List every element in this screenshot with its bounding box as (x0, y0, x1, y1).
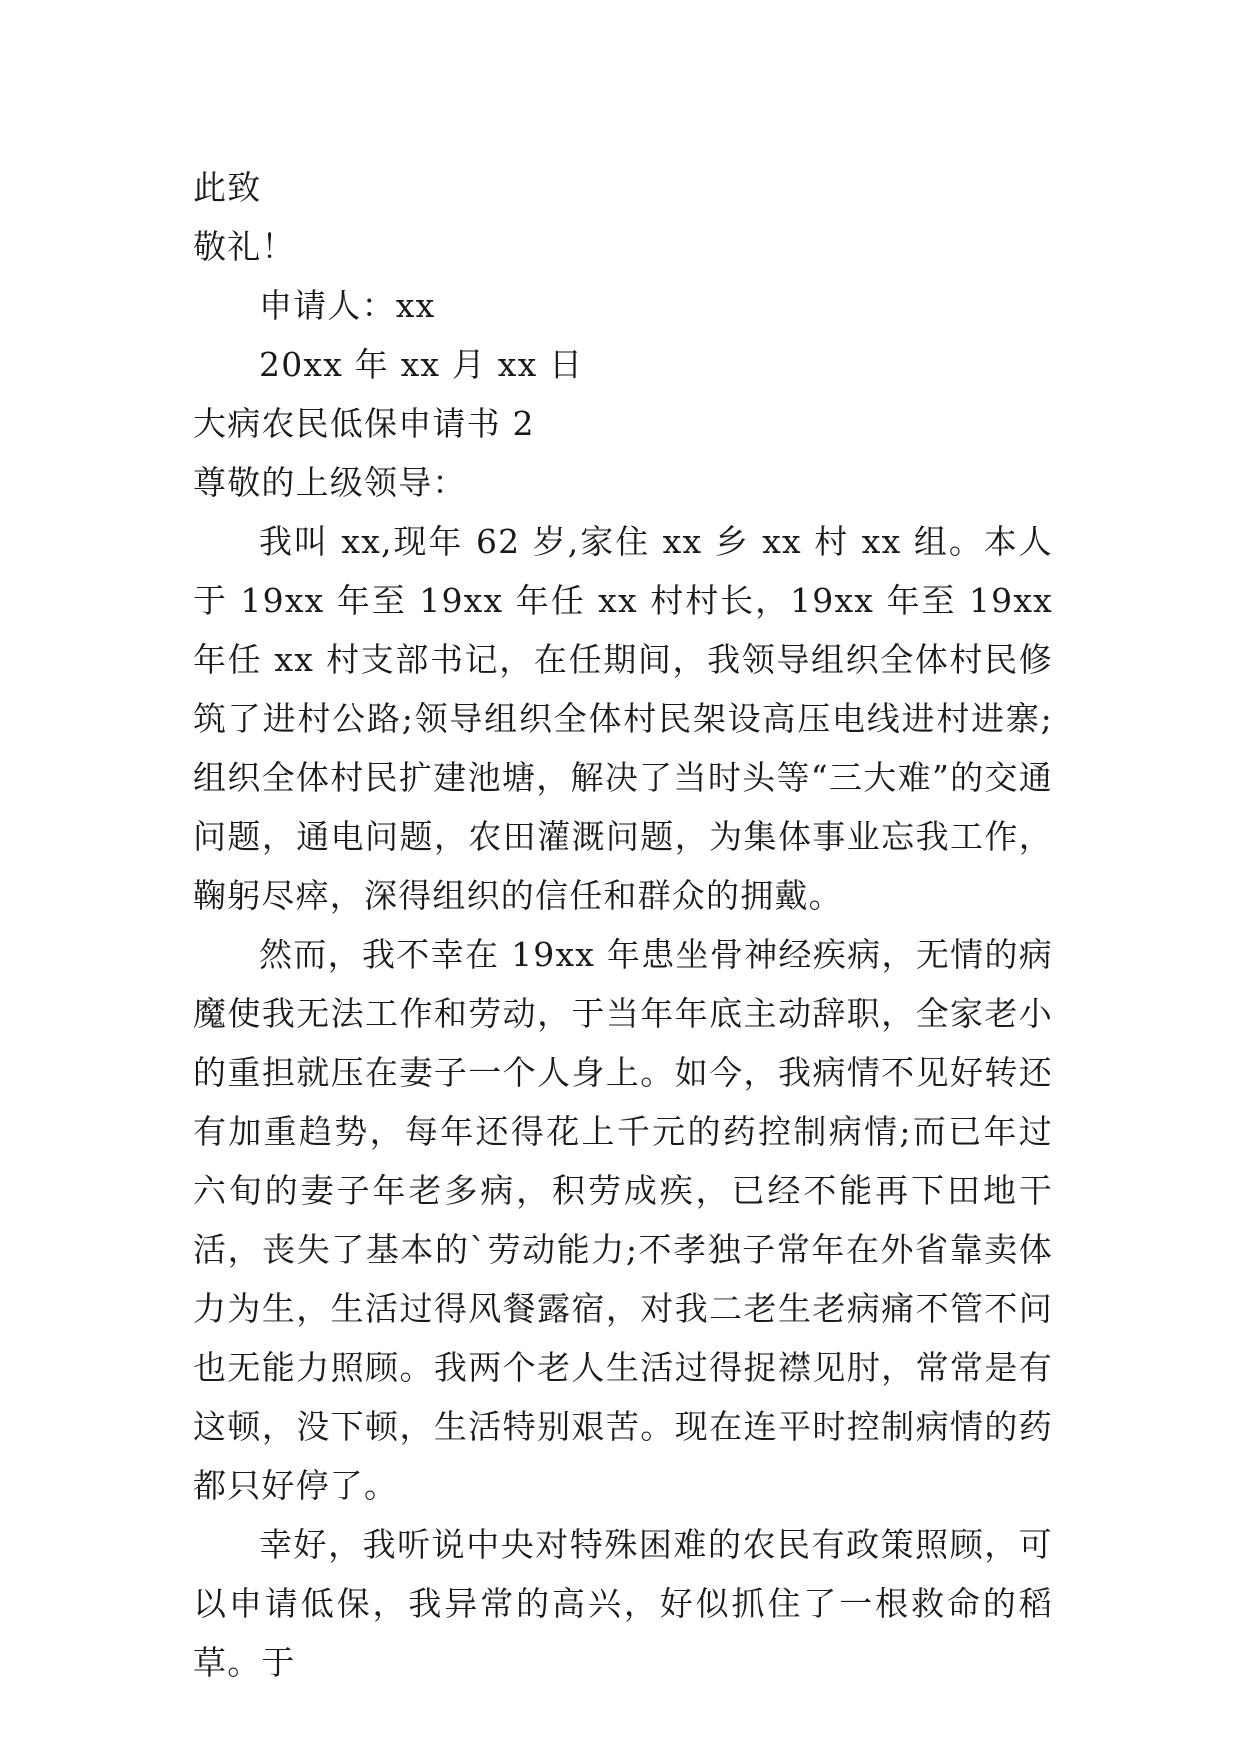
applicant-signature: 申请人：xx (259, 286, 436, 325)
body-paragraph-3: 幸好，我听说中央对特殊困难的农民有政策照顾，可以申请低保，我异常的高兴，好似抓住了一根救命的稻草。于 (193, 1525, 1053, 1682)
closing-line-2: 敬礼！ (193, 227, 296, 266)
document-body (193, 158, 1053, 1692)
section-title: 大病农民低保申请书 2 (193, 404, 535, 443)
body-paragraph-1: 我叫 xx,现年 62 岁,家住 xx 乡 xx 村 xx 组。本人于 19xx 年至 19xx 年任 xx 村村长，19xx 年至 19xx 年任 xx 村支部书记，在任期间，我领导组织全体村民修筑了进村公路;领导组织全体村民架设高压电线进村进寨;组织全体村民扩建池塘，解决了当时头等“三大难”的交通问题，通电问题，农田灌溉问题，为集体事业忘我工作，鞠躬尽瘁，深得组织的信任和群众的拥戴。 (193, 522, 1053, 915)
closing-line-1: 此致 (193, 168, 262, 207)
application-date: 20xx 年 xx 月 xx 日 (259, 345, 584, 384)
body-paragraph-2: 然而，我不幸在 19xx 年患坐骨神经疾病，无情的病魔使我无法工作和劳动，于当年年底主动辞职，全家老小的重担就压在妻子一个人身上。如今，我病情不见好转还有加重趋势，每年还得花上千元的药控制病情;而已年过六旬的妻子年老多病，积劳成疾，已经不能再下田地干活，丧失了基本的`劳动能力;不孝独子常年在外省靠卖体力为生，生活过得风餐露宿，对我二老生老病痛不管不问也无能力照顾。我两个老人生活过得捉襟见肘，常常是有这顿，没下顿，生活特别艰苦。现在连平时控制病情的药都只好停了。 (193, 935, 1053, 1505)
salutation: 尊敬的上级领导： (193, 463, 467, 502)
